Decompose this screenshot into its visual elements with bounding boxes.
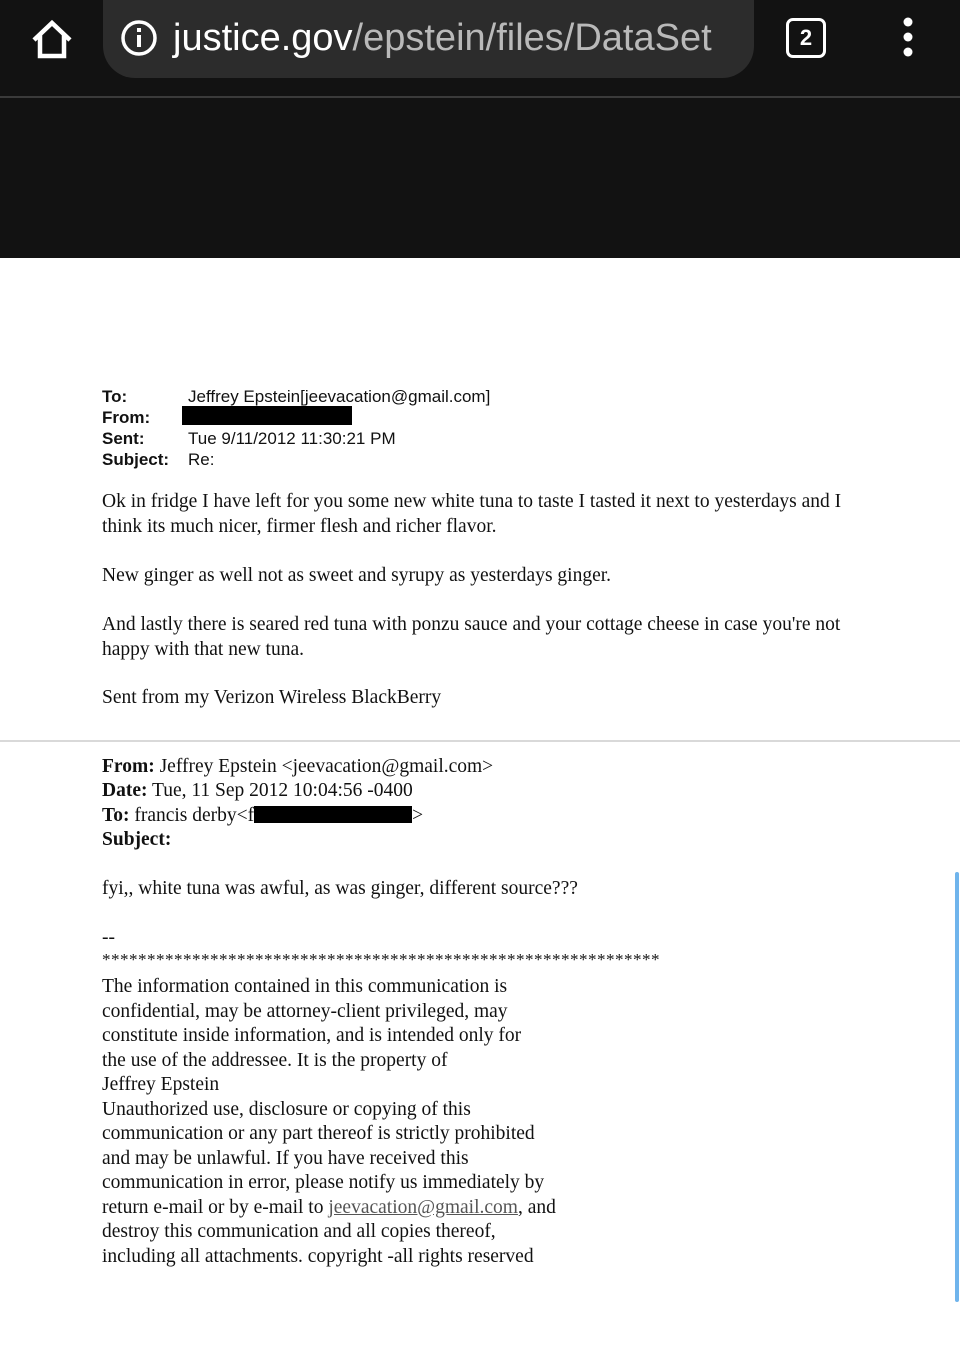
confidentiality-disclaimer — [102, 975, 622, 1269]
more-menu-button[interactable] — [894, 14, 922, 62]
disclaimer-line: confidential, may be attorney-client privileged, may — [102, 1000, 508, 1022]
sent-label: Sent: — [102, 429, 145, 448]
to-value: Jeffrey Epstein[jeevacation@gmail.com] — [188, 387, 491, 406]
fwd-from — [102, 755, 493, 780]
disclaimer-line: destroy this communication and all copies thereof, — [102, 1221, 496, 1242]
from-label: From: — [102, 408, 151, 427]
document-page — [0, 258, 960, 1370]
page-top-band — [0, 98, 960, 258]
browser-toolbar — [0, 0, 960, 98]
home-icon — [26, 14, 78, 66]
fwd-to-label: To: — [102, 805, 130, 826]
url-path: /epstein/files/DataSet — [352, 17, 712, 59]
disclaimer-text: return e-mail or by e-mail to — [102, 1196, 329, 1218]
home-button[interactable] — [26, 14, 78, 66]
fwd-to-end: > — [412, 805, 424, 826]
address-bar[interactable] — [103, 0, 754, 78]
fwd-from-value: Jeffrey Epstein <jeevacation@gmail.com> — [154, 756, 494, 777]
redaction-bar — [254, 806, 412, 823]
disclaimer-line: communication or any part thereof is strictly prohibited — [102, 1123, 535, 1144]
more-vert-icon — [894, 14, 922, 62]
fwd-date-value: Tue, 11 Sep 2012 10:04:56 -0400 — [147, 780, 413, 801]
disclaimer-line: and may be unlawful. If you have received this — [102, 1147, 469, 1169]
url-host: justice.gov — [173, 17, 353, 59]
subject-value: Re: — [188, 450, 215, 469]
disclaimer-line: Jeffrey Epstein — [102, 1074, 220, 1095]
sent-value: Tue 9/11/2012 11:30:21 PM — [188, 429, 396, 448]
redaction-bar — [182, 406, 352, 425]
disclaimer-line: the use of the addressee. It is the property of — [102, 1049, 448, 1071]
disclaimer-line: Unauthorized use, disclosure or copying of this — [102, 1098, 471, 1120]
fwd-subject — [102, 828, 171, 853]
disclaimer-text: , and — [517, 1196, 556, 1218]
info-icon[interactable] — [119, 18, 159, 58]
body-line: think its much nicer, firmer flesh and richer flavor. — [102, 515, 497, 537]
body-paragraph-2: New ginger as well not as sweet and syrupy as yesterdays ginger. — [102, 565, 612, 586]
body-line: And lastly there is seared red tuna with ponzu sauce and your cottage cheese in case you're not — [102, 614, 841, 635]
body-paragraph-1 — [102, 490, 922, 539]
fwd-to-value: francis derby<f — [129, 805, 255, 826]
disclaimer-line: constitute inside information, and is intended only for — [102, 1025, 522, 1046]
body-paragraph-3 — [102, 613, 922, 662]
email-header — [102, 386, 602, 470]
tab-switcher-button[interactable]: 2 — [786, 18, 826, 58]
body-line: Ok in fridge I have left for you some new white tuna to taste I tasted it next to yesterdays and I — [102, 491, 842, 512]
sig-separator: -- — [102, 927, 115, 948]
fwd-to — [102, 804, 423, 829]
disclaimer-line: The information contained in this communication is — [102, 976, 508, 997]
fwd-subject-label: Subject: — [102, 829, 172, 850]
subject-label: Subject: — [102, 450, 170, 469]
stars-separator: ************************************************************** — [102, 950, 660, 969]
email-link[interactable]: jeevacation@gmail.com — [328, 1196, 518, 1218]
url-text[interactable] — [173, 10, 712, 66]
fwd-date — [102, 779, 413, 804]
fwd-message: fyi,, white tuna was awful, as was ginger, different source??? — [102, 878, 578, 899]
disclaimer-line: including all attachments. copyright -all rights reserved — [102, 1245, 534, 1267]
page-divider — [0, 740, 960, 742]
body-line: happy with that new tuna. — [102, 638, 304, 660]
disclaimer-line — [102, 1196, 622, 1221]
disclaimer-line: communication in error, please notify us immediately by — [102, 1172, 545, 1193]
scrollbar[interactable] — [955, 872, 959, 1302]
email-signature: Sent from my Verizon Wireless BlackBerry — [102, 687, 442, 708]
to-label: To: — [102, 387, 128, 406]
fwd-date-label: Date: — [102, 780, 148, 801]
fwd-from-label: From: — [102, 756, 155, 777]
